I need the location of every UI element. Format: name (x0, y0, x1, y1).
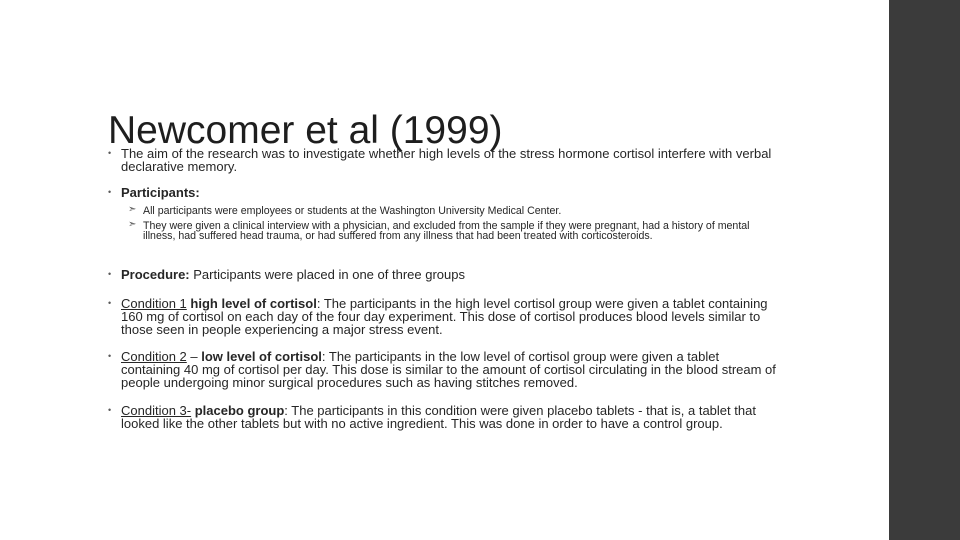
condition-bullet (121, 404, 781, 430)
condition-bullet (121, 297, 781, 336)
condition-bullet (121, 350, 781, 389)
participants-item-text: All participants were employees or students at the Washington University Medical Center. (143, 205, 562, 217)
condition-name: Condition 3- (121, 403, 192, 418)
condition-name: Condition 1 (121, 296, 187, 311)
arrow-bullet-icon: ➣ (128, 219, 137, 230)
condition-separator: – (186, 349, 202, 364)
participants-subitem (128, 204, 753, 217)
condition-level: high level of cortisol (190, 296, 317, 311)
condition-level: low level of cortisol (201, 349, 322, 364)
procedure-label: Procedure: (121, 267, 190, 282)
condition-level: placebo group (194, 403, 285, 418)
participants-item-text: They were given a clinical interview with a physician, and excluded from the sample if they were pregnant, had a history of mental illness, had suffered head trauma, or had suffered from any illness that had been treated with corticosteroids. (143, 220, 750, 242)
slide-title: Newcomer et al (1999) (108, 109, 503, 153)
aim-bullet (121, 147, 781, 173)
condition-text: : The participants in the high level cortisol group were given a tablet containing 160 mg of cortisol on each day of the four day experiment. This dose of cortisol produces blood levels similar to those seen in people experiencing a major stress event. (121, 296, 768, 337)
condition-name: Condition 2 (121, 349, 187, 364)
participants-label: Participants: (121, 185, 200, 200)
procedure-bullet (121, 268, 781, 281)
participants-subitem (128, 219, 753, 242)
arrow-bullet-icon: ➣ (128, 204, 137, 215)
aim-text: The aim of the research was to investigate whether high levels of the stress hormone cortisol interfere with verbal declarative memory. (121, 146, 772, 174)
condition-text: : The participants in the low level of cortisol group were given a tablet containing 40 mg of cortisol per day. This dose is similar to the amount of cortisol circulating in the blood stream of people undergoing minor surgical procedures such as having stitches removed. (121, 349, 776, 390)
procedure-text: Participants were placed in one of three groups (189, 267, 465, 282)
participants-bullet (121, 186, 781, 199)
slide-sidebar-band (889, 0, 960, 540)
condition-text: : The participants in this condition were given placebo tablets - that is, a tablet that looked like the other tablets but with no active ingredient. This was done in order to have a control group. (121, 403, 756, 431)
